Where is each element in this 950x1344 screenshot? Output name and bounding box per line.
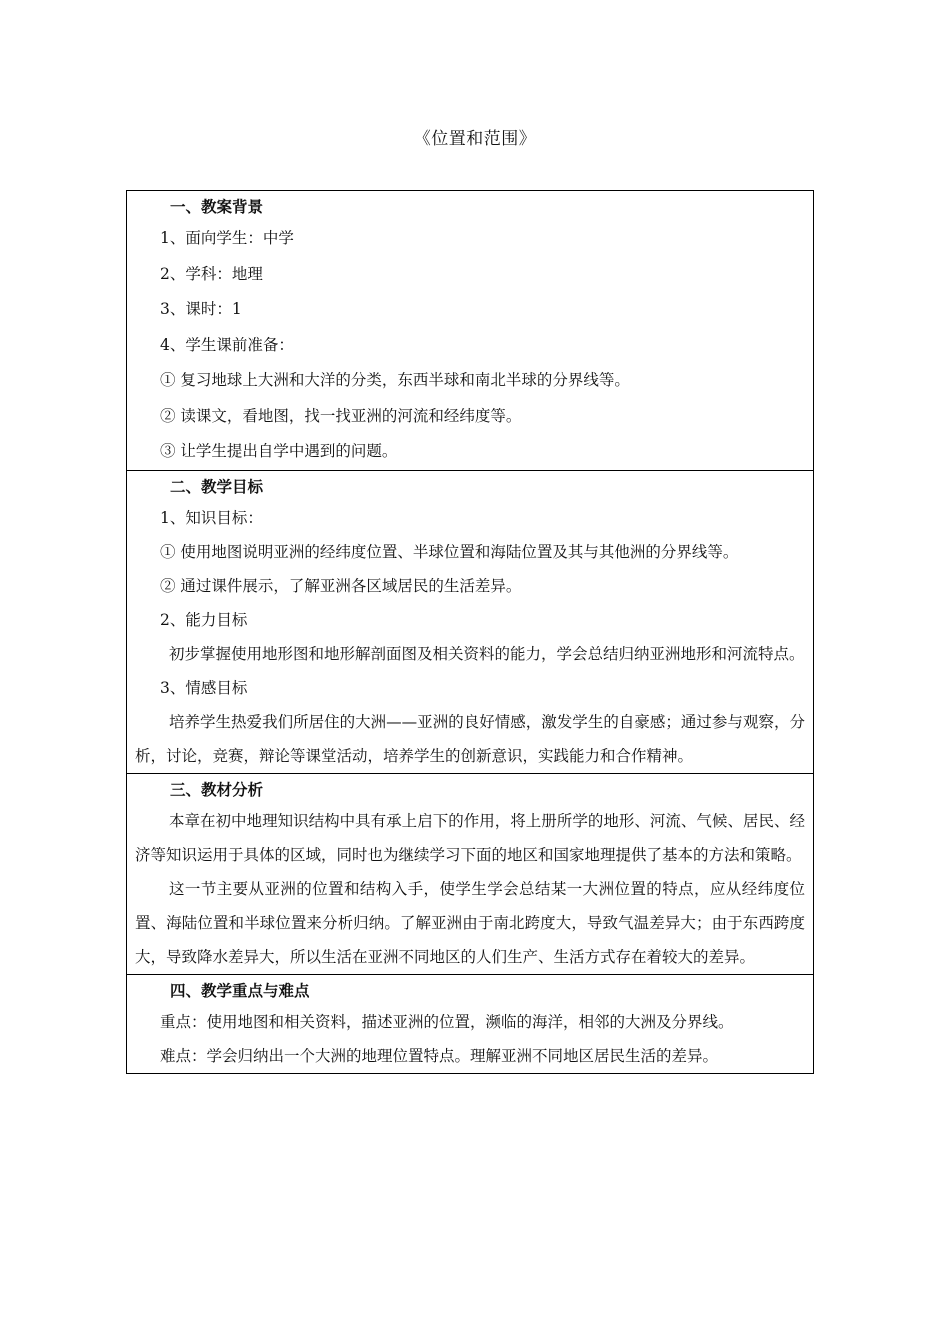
text-line: ② 通过课件展示，了解亚洲各区域居民的生活差异。 (160, 576, 522, 595)
section-heading: 二、教学目标 (170, 476, 264, 496)
text-line: 重点：使用地图和相关资料，描述亚洲的位置，濒临的海洋，相邻的大洲及分界线。 (160, 1012, 734, 1031)
text-line: ① 复习地球上大洲和大洋的分类，东西半球和南北半球的分界线等。 (160, 371, 630, 389)
text-line: ② 读课文，看地图，找一找亚洲的河流和经纬度等。 (160, 406, 522, 425)
paragraph: 这一节主要从亚洲的位置和结构入手，使学生学会总结某一大洲位置的特点，应从经纬度位置、海陆位置和半球位置来分析归纳。了解亚洲由于南北跨度大，导致气温差异大；由于东西跨度大，导致降水差异大，所以生活在亚洲不同地区的人们生产、生活方式存在着较大的差异。 (135, 879, 805, 966)
text-line: 2、能力目标 (160, 610, 248, 629)
section-heading: 一、教案背景 (170, 197, 264, 216)
text-line: ③ 让学生提出自学中遇到的问题。 (160, 442, 398, 460)
document-title: 《位置和范围》 (413, 129, 537, 149)
section-heading: 四、教学重点与难点 (170, 980, 310, 1000)
section-key-points (127, 974, 813, 1073)
section-heading: 三、教材分析 (170, 779, 264, 799)
section-background (127, 191, 813, 470)
text-line: 1、知识目标： (160, 508, 263, 527)
lesson-plan-table (126, 190, 814, 1074)
text-line: ① 使用地图说明亚洲的经纬度位置、半球位置和海陆位置及其与其他洲的分界线等。 (160, 542, 739, 561)
text-line: 3、情感目标 (160, 678, 248, 697)
text-line: 3、课时：1 (160, 300, 242, 318)
text-line: 4、学生课前准备： (160, 335, 294, 354)
text-line: 难点：学会归纳出一个大洲的地理位置特点。理解亚洲不同地区居民生活的差异。 (160, 1046, 719, 1065)
section-material-analysis (127, 773, 813, 974)
paragraph: 初步掌握使用地形图和地形解剖面图及相关资料的能力，学会总结归纳亚洲地形和河流特点。 (169, 644, 805, 663)
paragraph: 本章在初中地理知识结构中具有承上启下的作用，将上册所学的地形、河流、气候、居民、经济等知识运用于具体的区域，同时也为继续学习下面的地区和国家地理提供了基本的方法和策略。 (135, 811, 805, 864)
text-line: 1、面向学生：中学 (160, 229, 294, 247)
section-objectives (127, 470, 813, 773)
text-line: 2、学科：地理 (160, 264, 263, 283)
paragraph: 培养学生热爱我们所居住的大洲——亚洲的良好情感，激发学生的自豪感；通过参与观察，分析，讨论，竞赛，辩论等课堂活动，培养学生的创新意识，实践能力和合作精神。 (135, 712, 805, 765)
